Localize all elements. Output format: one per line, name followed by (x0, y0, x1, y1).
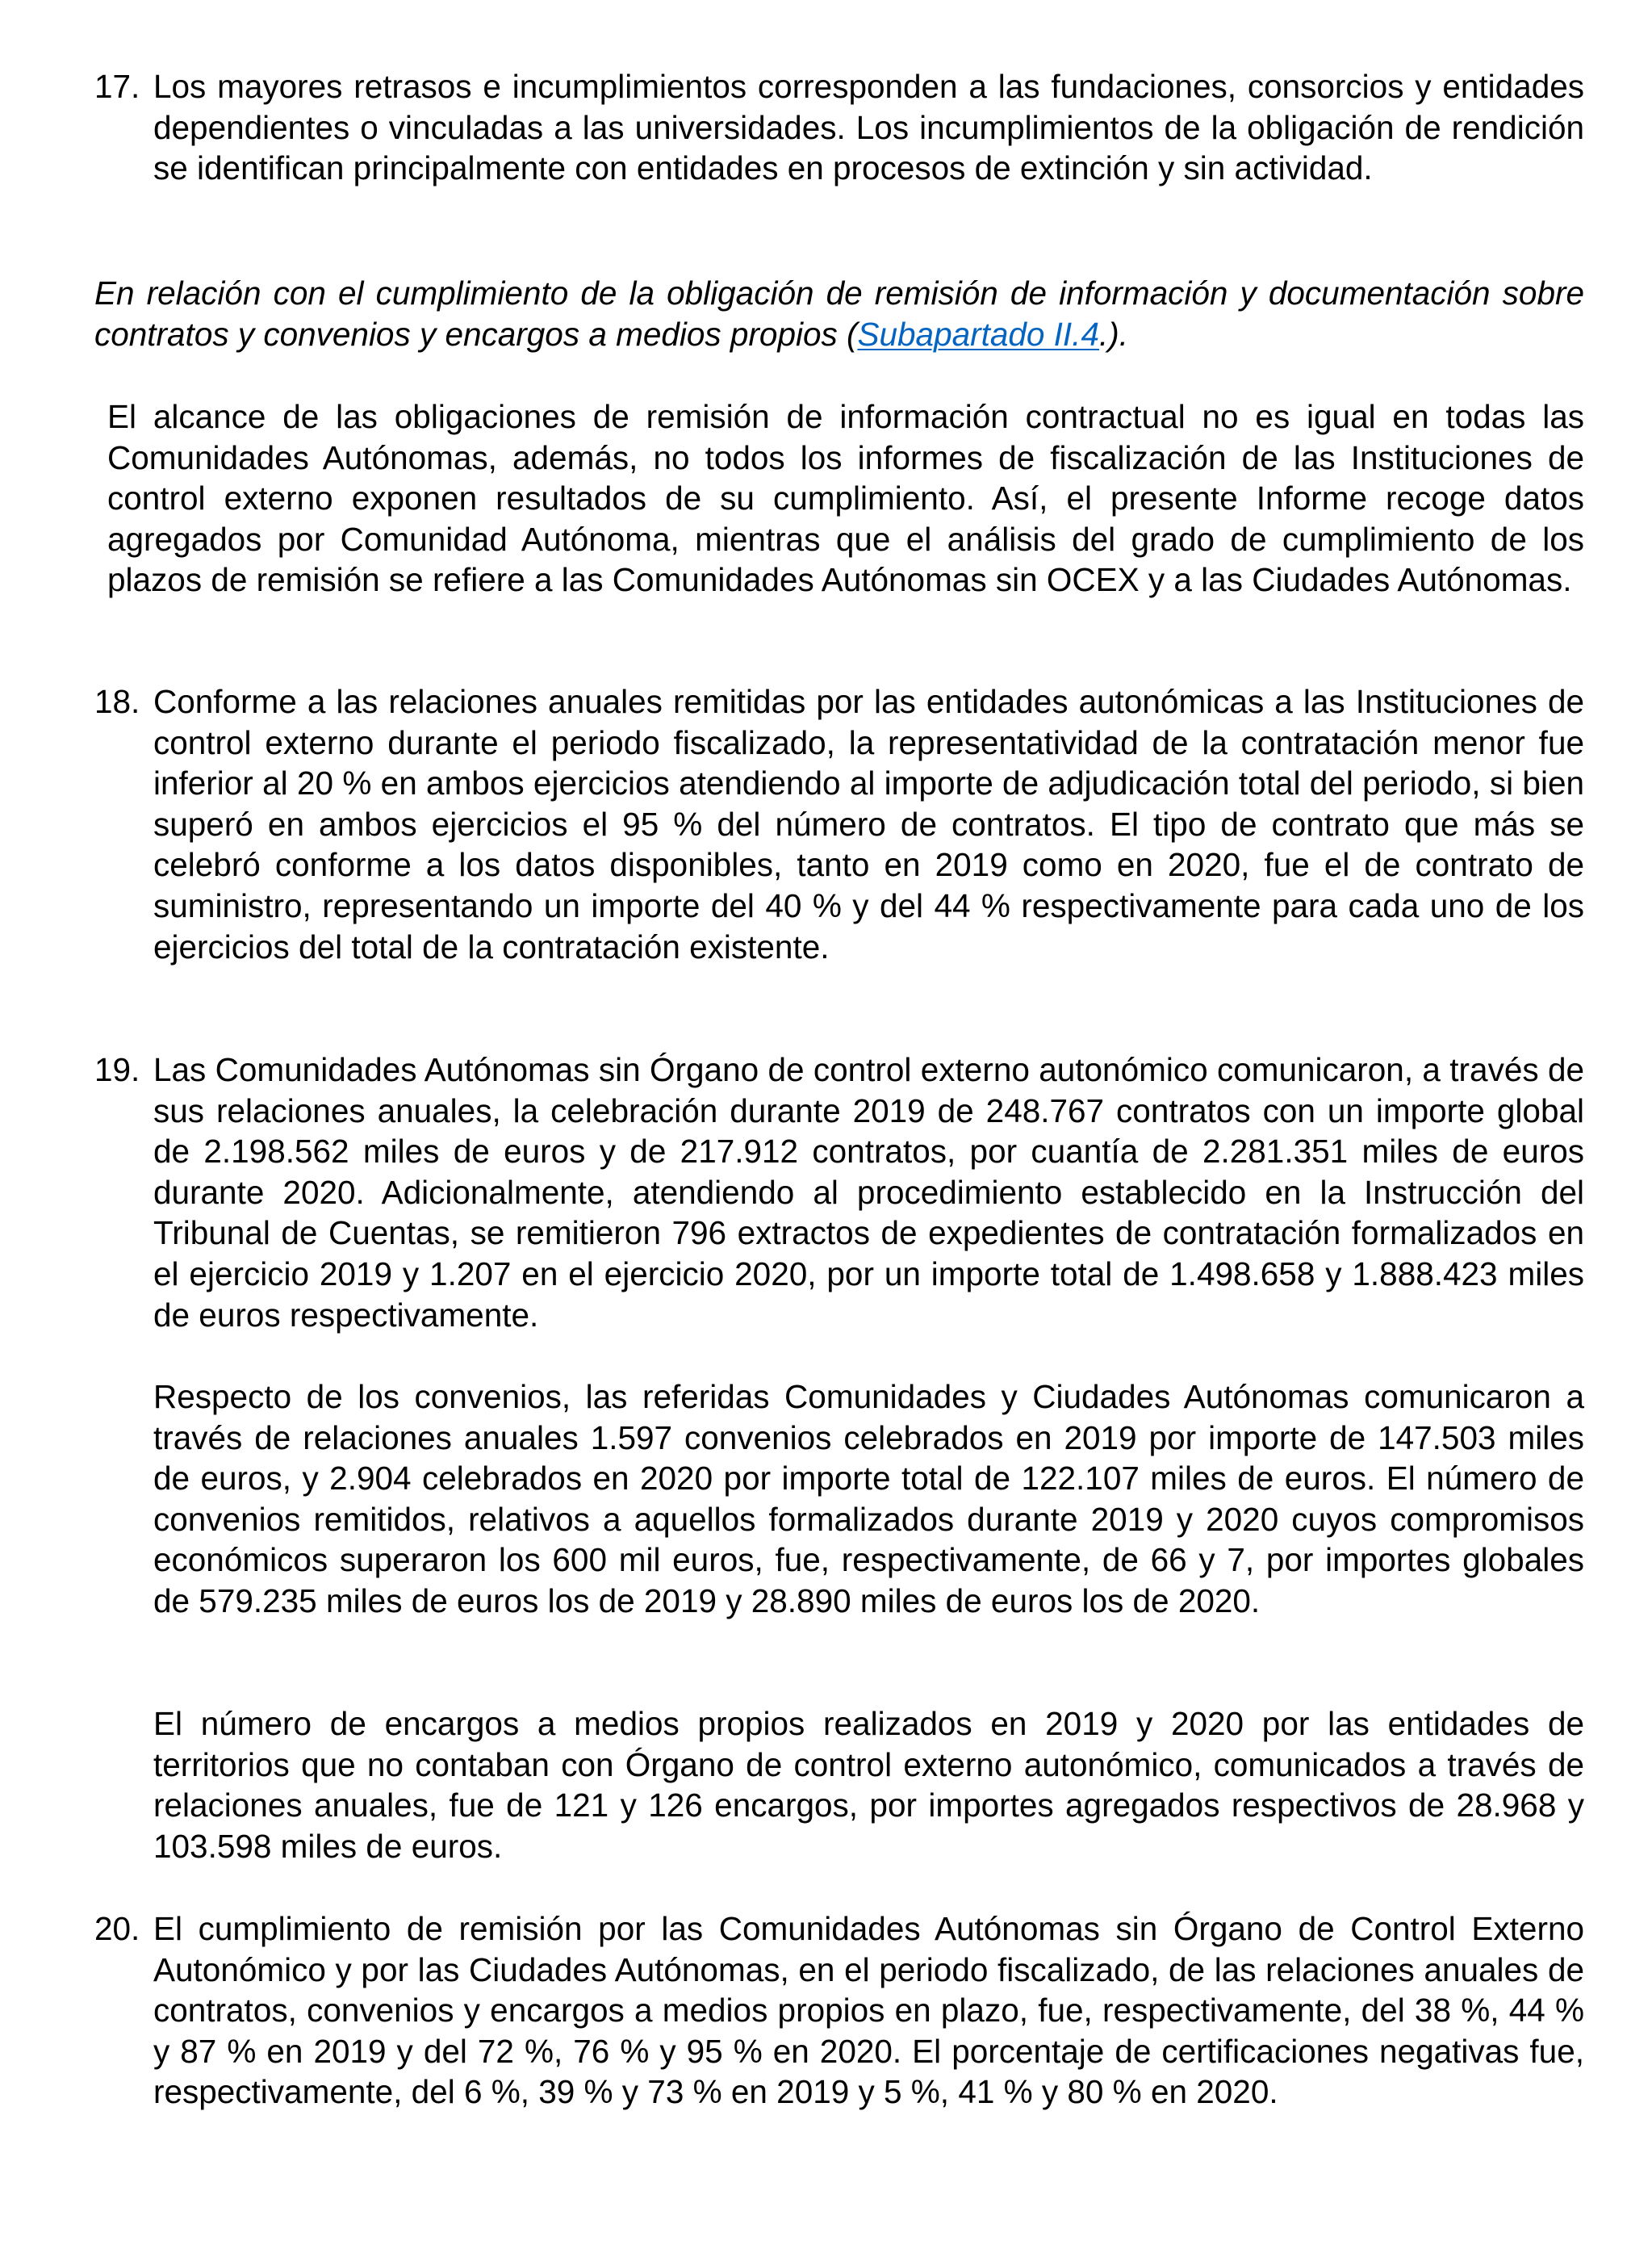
paragraph-text: Las Comunidades Autónomas sin Órgano de control externo autonómico comunicaron, a través de sus relaciones anuales, la celebración durante 2019 de 248.767 contratos con un importe global de 2.198.562 miles de euros y de 217.912 contratos, por cuantía de 2.281.351 miles de euros durante 2020. Adicionalmente, atendiendo al procedimiento establecido en la Instrucción del Tribunal de Cuentas, se remitieron 796 extractos de expedientes de contratación formalizados en el ejercicio 2019 y 1.207 en el ejercicio 2020, por un importe total de 1.498.658 y 1.888.423 miles de euros respectivamente. (153, 1051, 1584, 1334)
subapartado-link[interactable]: Subapartado II.4 (857, 315, 1099, 353)
paragraph-text: El alcance de las obligaciones de remisión de información contractual no es igual en todas las Comunidades Autónomas, además, no todos los informes de fiscalización de las Instituciones de control externo exponen resultados de su cumplimiento. Así, el presente Informe recoge datos agregados por Comunidad Autónoma, mientras que el análisis del grado de cumplimiento de los plazos de remisión se refiere a las Comunidades Autónomas sin OCEX y a las Ciudades Autónomas. (107, 398, 1584, 599)
paragraph-number: 17. (94, 68, 140, 105)
paragraph-text: Respecto de los convenios, las referidas Comunidades y Ciudades Autónomas comunicaron a través de relaciones anuales 1.597 convenios celebrados en 2019 por importe de 147.503 miles de euros, y 2.904 celebrados en 2020 por importe total de 122.107 miles de euros. El número de convenios remitidos, relativos a aquellos formalizados durante 2019 y 2020 cuyos compromisos económicos superaron los 600 mil euros, fue, respectivamente, de 66 y 7, por importes globales de 579.235 miles de euros los de 2019 y 28.890 miles de euros los de 2020. (153, 1378, 1584, 1619)
section-intro (94, 273, 1584, 354)
section-intro-text: En relación con el cumplimiento de la obligación de remisión de información y documentación sobre contratos y convenios y encargos a medios propios ( (94, 274, 1584, 353)
paragraph-20 (94, 1908, 1584, 2113)
scope-note-paragraph (107, 396, 1584, 601)
paragraph-19-encargos (153, 1703, 1584, 1866)
paragraph-text: Conforme a las relaciones anuales remitidas por las entidades autonómicas a las Instituciones de control externo durante el periodo fiscalizado, la representatividad de la contratación menor fue inferior al 20 % en ambos ejercicios atendiendo al importe de adjudicación total del periodo, si bien superó en ambos ejercicios el 95 % del número de contratos. El tipo de contrato que más se celebró conforme a los datos disponibles, tanto en 2019 como en 2020, fue el de contrato de suministro, representando un importe del 40 % y del 44 % respectivamente para cada uno de los ejercicios del total de la contratación existente. (153, 683, 1584, 966)
paragraph-number: 19. (94, 1051, 140, 1088)
paragraph-17 (94, 66, 1584, 189)
paragraph-19-convenios (153, 1376, 1584, 1622)
paragraph-18 (94, 681, 1584, 967)
paragraph-text: Los mayores retrasos e incumplimientos corresponden a las fundaciones, consorcios y entidades dependientes o vinculadas a las universidades. Los incumplimientos de la obligación de rendición se identifican principalmente con entidades en procesos de extinción y sin actividad. (153, 68, 1584, 187)
paragraph-text: El cumplimiento de remisión por las Comunidades Autónomas sin Órgano de Control Externo Autonómico y por las Ciudades Autónomas, en el periodo fiscalizado, de las relaciones anuales de contratos, convenios y encargos a medios propios en plazo, fue, respectivamente, del 38 %, 44 % y 87 % en 2019 y del 72 %, 76 % y 95 % en 2020. El porcentaje de certificaciones negativas fue, respectivamente, del 6 %, 39 % y 73 % en 2019 y 5 %, 41 % y 80 % en 2020. (153, 1910, 1584, 2111)
paragraph-19 (94, 1049, 1584, 1335)
paragraph-number: 18. (94, 683, 140, 720)
paragraph-number: 20. (94, 1910, 140, 1947)
section-intro-text-end: .). (1098, 315, 1128, 353)
paragraph-text: El número de encargos a medios propios realizados en 2019 y 2020 por las entidades de territorios que no contaban con Órgano de control externo autonómico, comunicados a través de relaciones anuales, fue de 121 y 126 encargos, por importes agregados respectivos de 28.968 y 103.598 miles de euros. (153, 1705, 1584, 1865)
